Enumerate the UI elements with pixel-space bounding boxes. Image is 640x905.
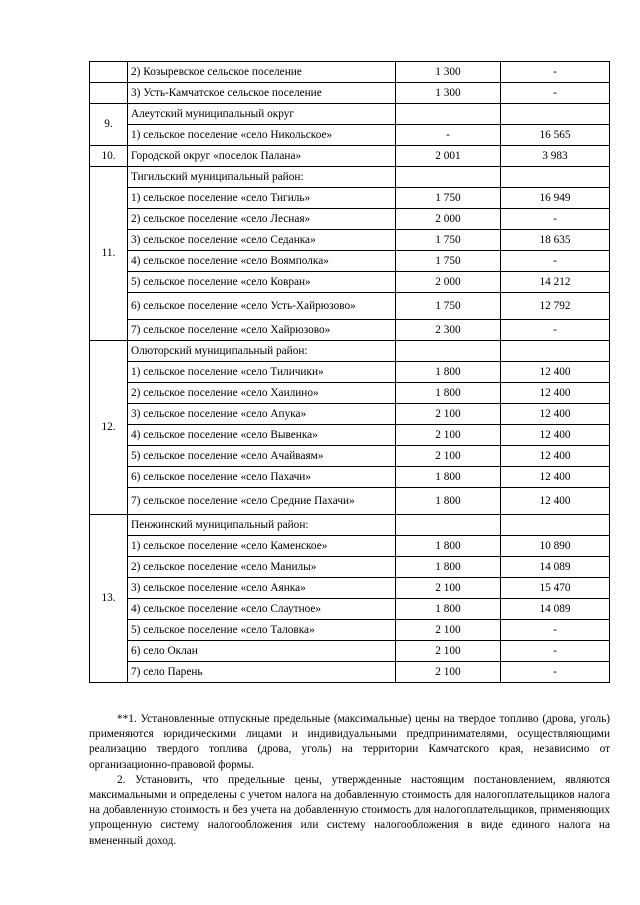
price-cell-1: 2 100 <box>396 662 501 683</box>
table-row <box>90 446 610 467</box>
table-row <box>90 404 610 425</box>
price-cell-2: 14 089 <box>501 599 610 620</box>
settlement-name-cell: 3) Усть-Камчатское сельское поселение <box>128 83 396 104</box>
settlement-name-cell: 3) сельское поселение «село Апука» <box>128 404 396 425</box>
row-number-cell: 10. <box>90 146 128 167</box>
settlement-name-cell: 6) село Оклан <box>128 641 396 662</box>
district-title-cell: Пенжинский муниципальный район: <box>128 515 396 536</box>
price-cell-2: - <box>501 83 610 104</box>
price-cell-2: - <box>501 662 610 683</box>
price-cell-1: 1 750 <box>396 188 501 209</box>
table-row <box>90 599 610 620</box>
settlement-name-cell: 1) сельское поселение «село Тигиль» <box>128 188 396 209</box>
table-row <box>90 62 610 83</box>
price-cell-1: 1 750 <box>396 251 501 272</box>
row-number-cell <box>90 62 128 83</box>
table-row <box>90 662 610 683</box>
clause-2-paragraph: 2. Установить, что предельные цены, утвержденные настоящим постановлением, являются максимальными и определены с учетом налога на добавленную стоимость для налогоплательщиков налога на добавленную стоимость и без учета на добавленную стоимость для налогоплательщиков, применяющих упрощенную систему налогообложения или систему налогообложения в виде единого налога на вмененный доход. <box>89 773 610 847</box>
price-cell-2: 16 949 <box>501 188 610 209</box>
price-cell-1: 2 001 <box>396 146 501 167</box>
price-cell-2 <box>501 167 610 188</box>
table-row <box>90 620 610 641</box>
price-cell-1: 2 100 <box>396 404 501 425</box>
price-cell-2: 12 400 <box>501 467 610 488</box>
settlement-name-cell: 4) сельское поселение «село Воямполка» <box>128 251 396 272</box>
notes-section <box>89 712 610 849</box>
price-cell-1 <box>396 167 501 188</box>
table-row <box>90 488 610 515</box>
table-row <box>90 536 610 557</box>
settlement-name-cell: 6) сельское поселение «село Пахачи» <box>128 467 396 488</box>
table-row <box>90 293 610 320</box>
price-cell-1 <box>396 515 501 536</box>
settlement-name-cell: 4) сельское поселение «село Слаутное» <box>128 599 396 620</box>
price-cell-1: 1 800 <box>396 488 501 515</box>
row-number-cell <box>90 83 128 104</box>
table-row <box>90 188 610 209</box>
price-cell-1: 1 800 <box>396 383 501 404</box>
price-cell-2: 12 400 <box>501 446 610 467</box>
price-cell-1: 2 100 <box>396 620 501 641</box>
settlement-name-cell: 1) сельское поселение «село Никольское» <box>128 125 396 146</box>
table-row <box>90 125 610 146</box>
settlement-name-cell: 7) сельское поселение «село Хайрюзово» <box>128 320 396 341</box>
district-title-cell: Олюторский муниципальный район: <box>128 341 396 362</box>
settlement-name-cell: 2) сельское поселение «село Лесная» <box>128 209 396 230</box>
table-row <box>90 341 610 362</box>
price-cell-1: 2 100 <box>396 425 501 446</box>
price-cell-2: 12 792 <box>501 293 610 320</box>
price-cell-2: 12 400 <box>501 488 610 515</box>
price-cell-1: 1 750 <box>396 293 501 320</box>
table-row <box>90 362 610 383</box>
price-cell-2: 14 089 <box>501 557 610 578</box>
price-cell-2: 14 212 <box>501 272 610 293</box>
settlement-name-cell: 2) сельское поселение «село Хаилино» <box>128 383 396 404</box>
price-cell-1: 1 800 <box>396 599 501 620</box>
group-number-cell: 9. <box>90 104 128 146</box>
price-cell-1: 1 800 <box>396 536 501 557</box>
table-row <box>90 83 610 104</box>
price-cell-1: 1 300 <box>396 62 501 83</box>
table-row <box>90 167 610 188</box>
price-cell-2: - <box>501 251 610 272</box>
price-cell-1 <box>396 104 501 125</box>
settlement-name-cell: Городской округ «поселок Палана» <box>128 146 396 167</box>
settlement-name-cell: 2) сельское поселение «село Манилы» <box>128 557 396 578</box>
table-row <box>90 230 610 251</box>
table-row <box>90 320 610 341</box>
price-cell-1: 2 100 <box>396 446 501 467</box>
price-cell-1: 2 100 <box>396 641 501 662</box>
price-cell-2: 10 890 <box>501 536 610 557</box>
table-row <box>90 515 610 536</box>
settlement-name-cell: 1) сельское поселение «село Тиличики» <box>128 362 396 383</box>
settlement-name-cell: 5) сельское поселение «село Таловка» <box>128 620 396 641</box>
price-cell-2 <box>501 341 610 362</box>
settlement-name-cell: 5) сельское поселение «село Ачайваям» <box>128 446 396 467</box>
price-cell-1: - <box>396 125 501 146</box>
price-cell-1: 1 800 <box>396 467 501 488</box>
price-cell-1: 2 100 <box>396 578 501 599</box>
table-row <box>90 557 610 578</box>
price-cell-1: 2 300 <box>396 320 501 341</box>
group-number-cell: 13. <box>90 515 128 683</box>
footnote-paragraph: **1. Установленные отпускные предельные (максимальные) цены на твердое топливо (дрова, уголь) применяются юридическими лицами и индивидуальными предпринимателями, осуществляющими реализацию твердого топлива (дрова, уголь) на территории Камчатского края, независимо от организационно-правовой формы. <box>89 713 610 771</box>
table-row <box>90 467 610 488</box>
settlement-name-cell: 1) сельское поселение «село Каменское» <box>128 536 396 557</box>
settlement-name-cell: 7) сельское поселение «село Средние Пахачи» <box>128 488 396 515</box>
table-row <box>90 272 610 293</box>
price-cell-1: 1 800 <box>396 362 501 383</box>
price-cell-2: 3 983 <box>501 146 610 167</box>
price-cell-2: 12 400 <box>501 362 610 383</box>
price-cell-2: - <box>501 62 610 83</box>
price-cell-2: 12 400 <box>501 404 610 425</box>
group-number-cell: 11. <box>90 167 128 341</box>
settlement-name-cell: 3) сельское поселение «село Аянка» <box>128 578 396 599</box>
price-cell-2: 12 400 <box>501 383 610 404</box>
settlement-name-cell: 2) Козыревское сельское поселение <box>128 62 396 83</box>
table-row <box>90 641 610 662</box>
settlement-name-cell: 5) сельское поселение «село Ковран» <box>128 272 396 293</box>
price-cell-2: 18 635 <box>501 230 610 251</box>
tariff-table-body <box>90 62 610 683</box>
table-row <box>90 146 610 167</box>
price-cell-1: 1 800 <box>396 557 501 578</box>
price-cell-1: 2 000 <box>396 272 501 293</box>
price-cell-2: - <box>501 320 610 341</box>
price-cell-2 <box>501 515 610 536</box>
price-cell-2: 16 565 <box>501 125 610 146</box>
table-row <box>90 383 610 404</box>
table-row <box>90 425 610 446</box>
settlement-name-cell: 7) село Парень <box>128 662 396 683</box>
group-number-cell: 12. <box>90 341 128 515</box>
price-cell-2: - <box>501 620 610 641</box>
settlement-name-cell: 4) сельское поселение «село Вывенка» <box>128 425 396 446</box>
settlement-name-cell: 3) сельское поселение «село Седанка» <box>128 230 396 251</box>
price-cell-2: - <box>501 209 610 230</box>
table-row <box>90 209 610 230</box>
price-cell-2: - <box>501 641 610 662</box>
tariff-table <box>89 61 610 683</box>
price-cell-1: 2 000 <box>396 209 501 230</box>
table-row <box>90 104 610 125</box>
price-cell-2 <box>501 104 610 125</box>
table-row <box>90 251 610 272</box>
price-cell-1 <box>396 341 501 362</box>
settlement-name-cell: 6) сельское поселение «село Усть-Хайрюзово» <box>128 293 396 320</box>
district-title-cell: Алеутский муниципальный округ <box>128 104 396 125</box>
table-row <box>90 578 610 599</box>
price-cell-1: 1 750 <box>396 230 501 251</box>
district-title-cell: Тигильский муниципальный район: <box>128 167 396 188</box>
price-cell-2: 12 400 <box>501 425 610 446</box>
price-cell-2: 15 470 <box>501 578 610 599</box>
price-cell-1: 1 300 <box>396 83 501 104</box>
